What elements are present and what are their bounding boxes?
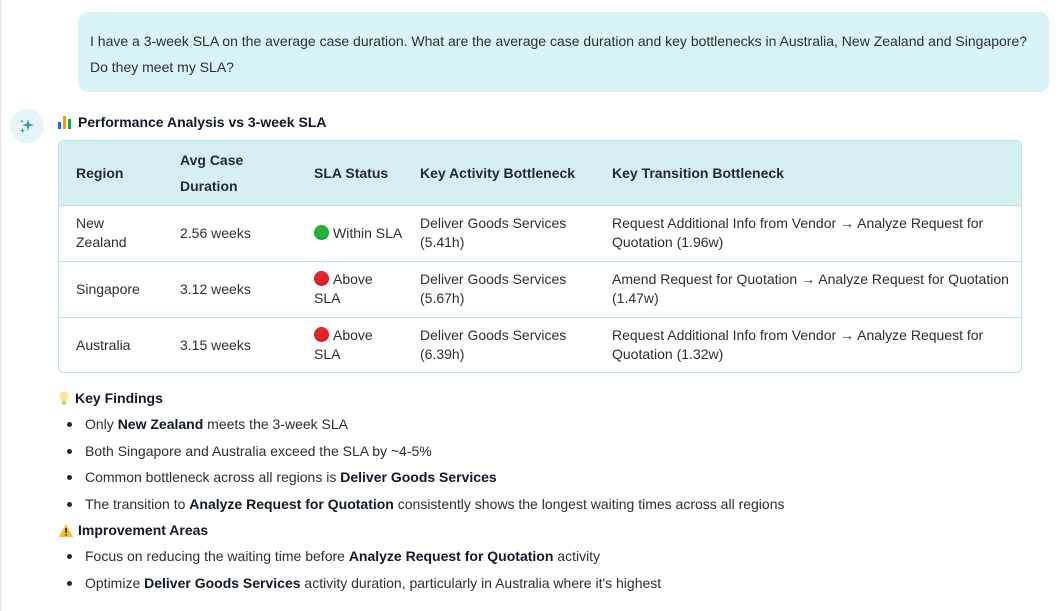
cell-transition-bottleneck: Request Additional Info from Vendor → Analyze Request for Quotation (1.32w)	[595, 317, 1021, 373]
response-title: Performance Analysis vs 3-week SLA	[78, 114, 327, 130]
table-row	[59, 317, 1021, 373]
user-message-text: I have a 3-week SLA on the average case duration. What are the average case duration and key bottlenecks in Australia, New Zealand and Singapore? Do they meet my SLA?	[90, 33, 1028, 75]
improvement-areas-section	[58, 520, 661, 596]
table-header-row	[59, 141, 1021, 205]
sparkle-icon	[19, 118, 35, 134]
table-row	[59, 205, 1021, 261]
key-findings-heading: Key Findings	[57, 388, 785, 408]
cell-sla-status	[297, 261, 403, 317]
header-transition-bottleneck: Key Transition Bottleneck	[612, 164, 784, 181]
list-item: Focus on reducing the waiting time before Analyze Request for Quotation activity	[58, 543, 661, 570]
header-region: Region	[76, 164, 124, 181]
cell-activity-bottleneck: Deliver Goods Services (6.39h)	[403, 317, 595, 373]
key-findings-section	[58, 388, 785, 517]
cell-region: New Zealand	[59, 205, 163, 261]
lightbulb-icon	[57, 390, 71, 406]
response-heading	[58, 112, 327, 132]
status-badge: Above SLA	[314, 271, 373, 306]
cell-region: Australia	[59, 317, 163, 373]
sla-table	[58, 140, 1022, 373]
list-item: The transition to Analyze Request for Quotation consistently shows the longest waiting times across all regions	[58, 491, 785, 518]
bar-chart-icon	[58, 115, 72, 129]
status-badge: Above SLA	[314, 327, 373, 363]
table-row	[59, 261, 1021, 317]
user-message-bubble	[78, 12, 1049, 92]
warning-icon	[58, 523, 74, 538]
cell-avg-duration: 3.15 weeks	[163, 317, 297, 373]
improvement-areas-heading: Improvement Areas	[58, 520, 661, 540]
header-sla-status: SLA Status	[314, 164, 389, 181]
cell-activity-bottleneck: Deliver Goods Services (5.67h)	[403, 261, 595, 317]
list-item: Both Singapore and Australia exceed the SLA by ~4-5%	[58, 438, 785, 465]
key-findings-list	[58, 411, 785, 517]
status-green-circle-icon	[314, 225, 329, 240]
list-item: Only New Zealand meets the 3-week SLA	[58, 411, 785, 438]
cell-transition-bottleneck: Amend Request for Quotation → Analyze Request for Quotation (1.47w)	[595, 261, 1021, 317]
list-item: Optimize Deliver Goods Services activity duration, particularly in Australia where it's highest	[58, 570, 661, 597]
cell-region: Singapore	[59, 261, 163, 317]
improvement-areas-list	[58, 543, 661, 596]
status-badge: Within SLA	[333, 224, 403, 241]
cell-transition-bottleneck: Request Additional Info from Vendor → Analyze Request for Quotation (1.96w)	[595, 205, 1021, 261]
header-activity-bottleneck: Key Activity Bottleneck	[420, 164, 576, 181]
cell-avg-duration: 2.56 weeks	[163, 205, 297, 261]
header-avg-duration: Avg Case Duration	[180, 151, 244, 194]
status-red-circle-icon	[314, 271, 329, 286]
assistant-avatar-sparkle-icon	[10, 109, 44, 143]
cell-sla-status	[297, 317, 403, 373]
cell-activity-bottleneck: Deliver Goods Services (5.41h)	[403, 205, 595, 261]
cell-avg-duration: 3.12 weeks	[163, 261, 297, 317]
cell-sla-status	[297, 205, 403, 261]
status-red-circle-icon	[314, 327, 329, 342]
list-item: Common bottleneck across all regions is Deliver Goods Services	[58, 464, 785, 491]
